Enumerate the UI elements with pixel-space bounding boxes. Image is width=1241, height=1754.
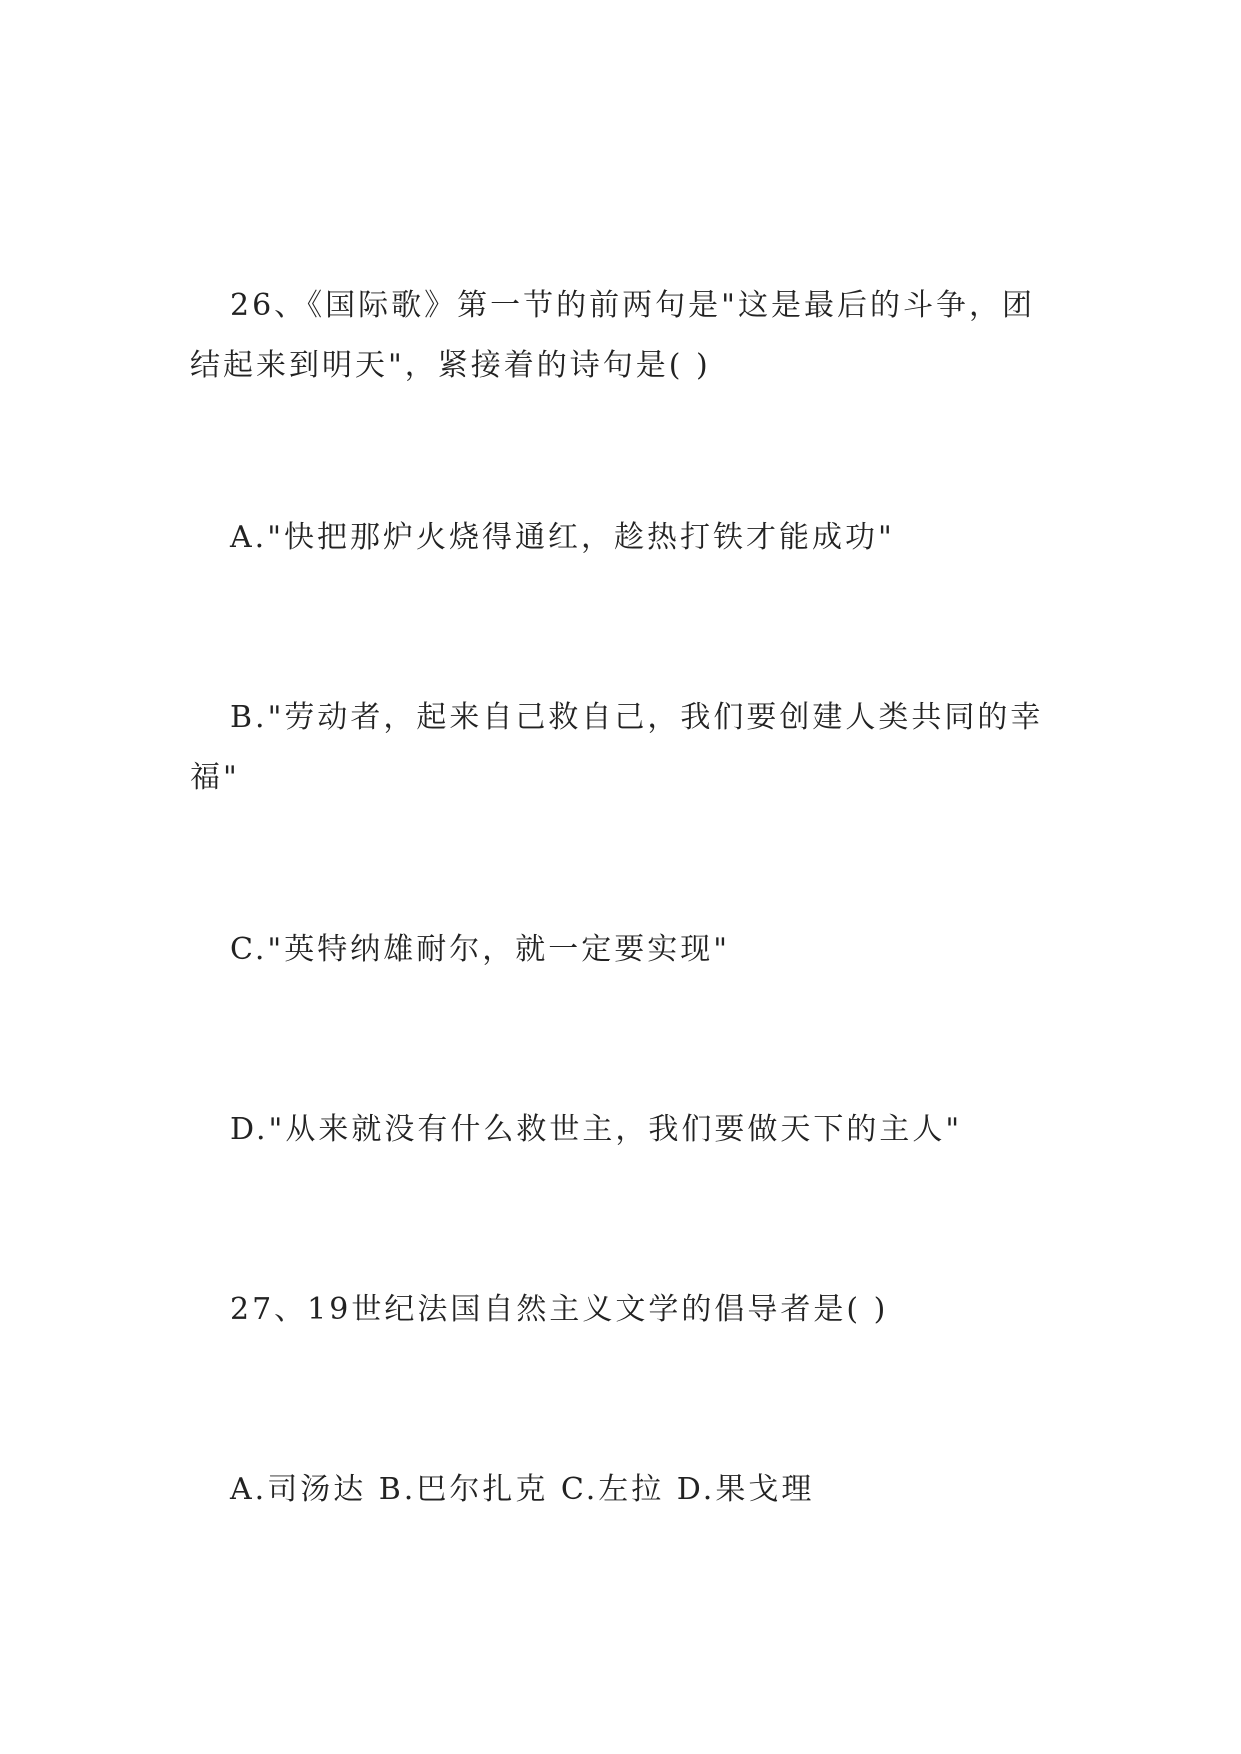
question-26-option-a: A."快把那炉火烧得通红，趁热打铁才能成功" (230, 520, 895, 555)
question-27-options: A.司汤达 B.巴尔扎克 C.左拉 D.果戈理 (230, 1472, 815, 1507)
question-26-stem: 26、《国际歌》第一节的前两句是"这是最后的斗争，团结起来到明天"，紧接着的诗句是( ) (190, 288, 1035, 383)
question-26-option-b: B."劳动者，起来自己救自己，我们要创建人类共同的幸福" (190, 700, 1044, 795)
question-26-option-d: D."从来就没有什么救世主，我们要做天下的主人" (230, 1112, 963, 1147)
question-26-option-c: C."英特纳雄耐尔，就一定要实现" (230, 932, 731, 967)
question-27-stem: 27、19世纪法国自然主义文学的倡导者是( ) (230, 1292, 889, 1327)
